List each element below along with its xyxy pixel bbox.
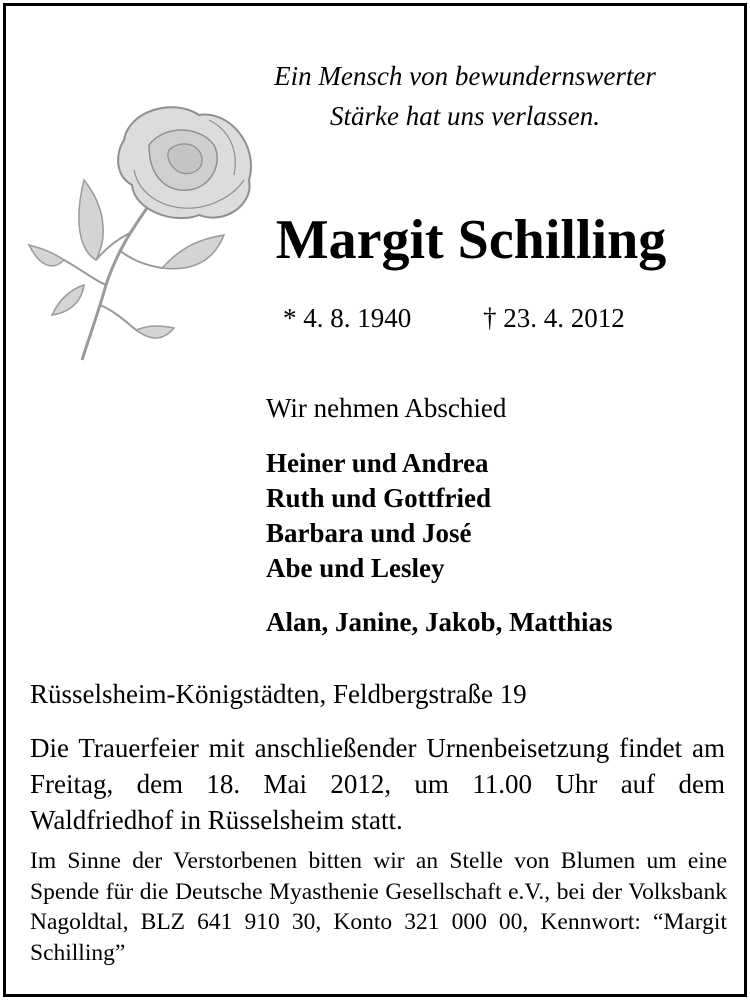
rose-leaf (136, 326, 174, 338)
address: Rüsselsheim-Königstädten, Feldbergstraße 19 (30, 679, 527, 709)
rose-leaf (29, 245, 64, 266)
rose-icon (24, 100, 264, 365)
rose-leaf (162, 235, 224, 269)
birth-date: * 4. 8. 1940 (283, 303, 412, 333)
family-entry: Heiner und Andrea (266, 448, 489, 478)
grandchildren: Alan, Janine, Jakob, Matthias (266, 607, 613, 637)
motto (200, 56, 730, 136)
rose-branch (100, 305, 136, 330)
motto-line: Stärke hat uns verlassen. (330, 101, 600, 131)
rose-leaf (79, 180, 103, 260)
rose-branch (64, 260, 106, 285)
motto-line: Ein Mensch von bewundernswerter (274, 61, 656, 91)
family-entry: Abe und Lesley (266, 553, 445, 583)
family-list (266, 446, 491, 586)
donation-info: Im Sinne der Verstorbenen bitten wir an Stelle von Blumen um eine Spende für die Deutsche Myasthenie Gesellschaft e.V., bei der Volksbank Nagoldtal, BLZ 641 910 30, Konto 321 000 00, Kennwort: “Margit Schilling” (30, 848, 727, 966)
family-entry: Barbara und José (266, 518, 472, 548)
deceased-name: Margit Schilling (275, 209, 667, 271)
death-date: † 23. 4. 2012 (483, 303, 625, 333)
farewell-line: Wir nehmen Abschied (266, 393, 507, 423)
family-entry: Ruth und Gottfried (266, 483, 492, 513)
rose-leaf (52, 285, 84, 315)
ceremony-info: Die Trauerfeier mit anschließender Urnenbeisetzung findet am Freitag, dem 18. Mai 2012, um 11.00 Uhr auf dem Waldfriedhof in Rüsselsheim statt. (30, 733, 725, 835)
life-dates (283, 300, 663, 336)
rose-branch (119, 250, 162, 268)
